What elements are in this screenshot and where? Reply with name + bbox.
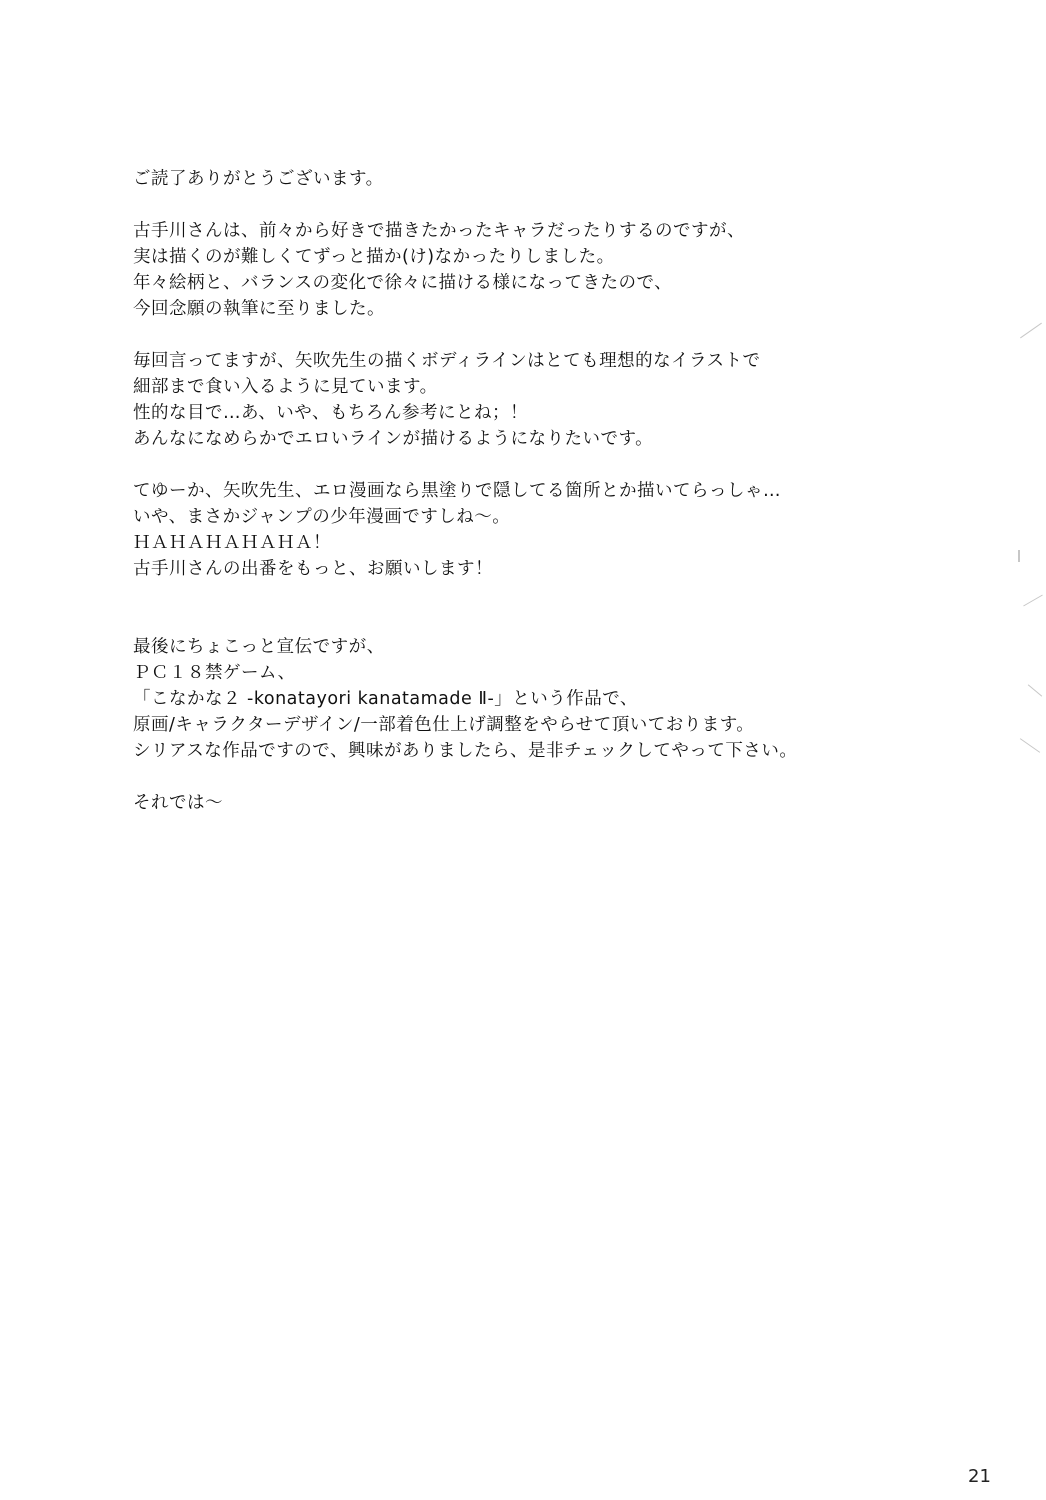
text-line: 今回念願の執筆に至りました。 — [133, 299, 385, 319]
text-line: あんなになめらかでエロいラインが描けるようになりたいです。 — [133, 429, 654, 449]
text-line: ＰＣ１８禁ゲーム、 — [133, 663, 296, 683]
paragraph-bodyline — [133, 348, 893, 452]
paragraph-closing — [133, 790, 893, 816]
text-line: てゆーか、矢吹先生、エロ漫画なら黒塗りで隠してる箇所とか描いてらっしゃ… — [133, 481, 781, 501]
text-line: ＨＡＨＡＨＡＨＡＨＡ！ — [133, 533, 331, 553]
text-line: シリアスな作品ですので、興味がありましたら、是非チェックしてやって下さい。 — [133, 741, 798, 761]
scan-mark — [1023, 595, 1043, 607]
text-line: 古手川さんは、前々から好きで描きたかったキャラだったりするのですが、 — [133, 221, 745, 241]
scan-mark — [1018, 550, 1020, 562]
paragraph-promotion — [133, 634, 893, 764]
text-line: 年々絵柄と、バランスの変化で徐々に描ける様になってきたので、 — [133, 273, 673, 293]
text-line: 最後にちょこっと宣伝ですが、 — [133, 637, 385, 657]
scan-mark — [1020, 323, 1042, 339]
text-line: 細部まで食い入るように見ています。 — [133, 377, 438, 397]
text-line: いや、まさかジャンプの少年漫画ですしね〜。 — [133, 507, 511, 527]
text-line: 「こなかな２ -konatayori kanatamade Ⅱ-」という作品で、 — [133, 689, 638, 709]
page-number: 21 — [968, 1466, 991, 1487]
paragraph-kotegawa — [133, 218, 893, 322]
text-line: 毎回言ってますが、矢吹先生の描くボディラインはとても理想的なイラストで — [133, 351, 761, 371]
scan-mark — [1020, 738, 1040, 753]
paragraph-thanks — [133, 166, 893, 192]
text-line: 実は描くのが難しくてずっと描か(け)なかったりしました。 — [133, 247, 615, 267]
text-line: 性的な目で…あ、いや、もちろん参考にとね；！ — [133, 403, 528, 423]
text-line: それでは〜 — [133, 793, 223, 813]
text-line: ご読了ありがとうございます。 — [133, 169, 384, 189]
afterword-text — [133, 166, 893, 842]
text-line: 原画/キャラクターデザイン/一部着色仕上げ調整をやらせて頂いております。 — [133, 715, 755, 735]
paragraph-jump — [133, 478, 893, 582]
scan-mark — [1028, 684, 1042, 696]
text-line: 古手川さんの出番をもっと、お願いします！ — [133, 559, 493, 579]
